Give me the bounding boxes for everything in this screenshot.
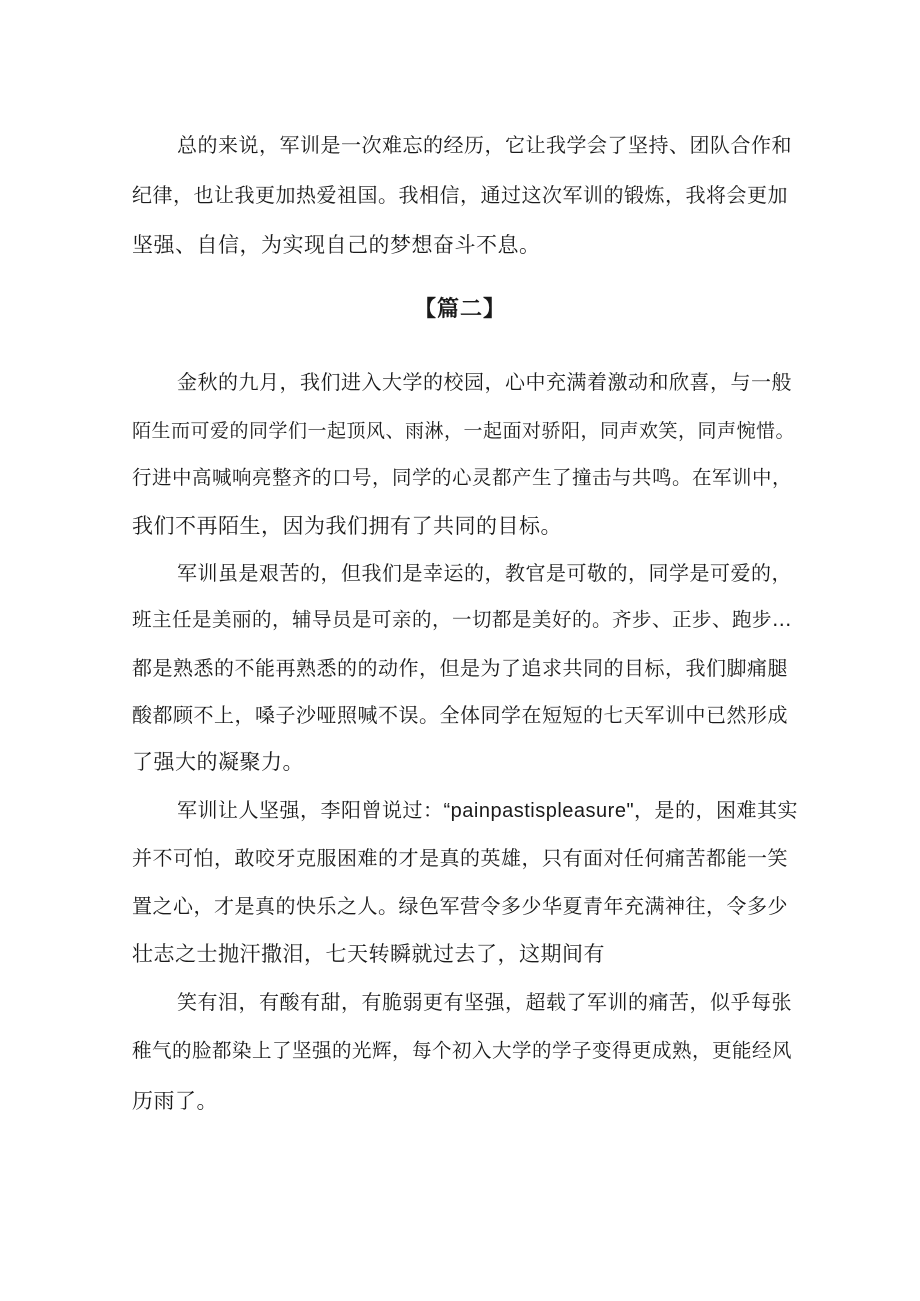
paragraph-1-line-3: 坚强、自信，为实现自己的梦想奋斗不息。 (132, 233, 541, 257)
section-heading: 【篇二】 (413, 297, 506, 322)
quote-text: “painpastispleasure" (443, 800, 635, 822)
paragraph-2-line-2: 陌生而可爱的同学们一起顶风、雨淋，一起面对骄阳，同声欢笑，同声惋惜。 (132, 420, 796, 442)
paragraph-2-line-3: 行进中高喊响亮整齐的口号，同学的心灵都产生了撞击与共鸣。在军训中， (132, 466, 793, 489)
paragraph-1-line-2: 纪律，也让我更加热爱祖国。我相信，通过这次军训的锻炼，我将会更加 (132, 183, 788, 207)
paragraph-5-line-2: 稚气的脸都染上了坚强的光辉，每个初入大学的学子变得更成熟，更能经风 (132, 1039, 793, 1062)
paragraph-4-line-3: 置之心，才是真的快乐之人。绿色军营令多少华夏青年充满神往，令多少 (132, 894, 788, 918)
paragraph-2-line-1: 金秋的九月，我们进入大学的校园，心中充满着激动和欣喜，与一般 (177, 370, 792, 394)
paragraph-3-line-2: 班主任是美丽的，辅导员是可亲的，一切都是美好的。齐步、正步、跑步… (132, 608, 793, 631)
paragraph-4-line-2: 并不可怕，敢咬牙克服困难的才是真的英雄，只有面对任何痛苦都能一笑 (132, 846, 788, 870)
paragraph-3-line-4: 酸都顾不上，嗓子沙哑照喊不误。全体同学在短短的七天军训中已然形成 (132, 703, 788, 727)
paragraph-3-line-1: 军训虽是艰苦的，但我们是幸运的，教官是可敬的，同学是可爱的， (177, 561, 792, 585)
paragraph-3-line-5: 了强大的凝聚力。 (132, 750, 304, 774)
paragraph-1-line-1: 总的来说，军训是一次难忘的经历，它让我学会了坚持、团队合作和 (177, 133, 792, 157)
paragraph-2-line-4: 我们不再陌生，因为我们拥有了共同的目标。 (132, 514, 562, 538)
paragraph-4-line-1-before: 军训让人坚强，李阳曾说过： (177, 798, 444, 822)
paragraph-5-line-3: 历雨了。 (132, 1089, 218, 1113)
paragraph-4-line-4: 壮志之士抛汗撒泪，七天转瞬就过去了，这期间有 (132, 942, 605, 966)
paragraph-4-line-1 (177, 797, 802, 824)
paragraph-5-line-1: 笑有泪，有酸有甜，有脆弱更有坚强，超载了军训的痛苦，似乎每张 (177, 990, 792, 1014)
paragraph-4-line-1-after: ，是的，困难其实 (634, 798, 799, 822)
paragraph-3-line-3: 都是熟悉的不能再熟悉的的动作，但是为了追求共同的目标，我们脚痛腿 (132, 656, 788, 680)
